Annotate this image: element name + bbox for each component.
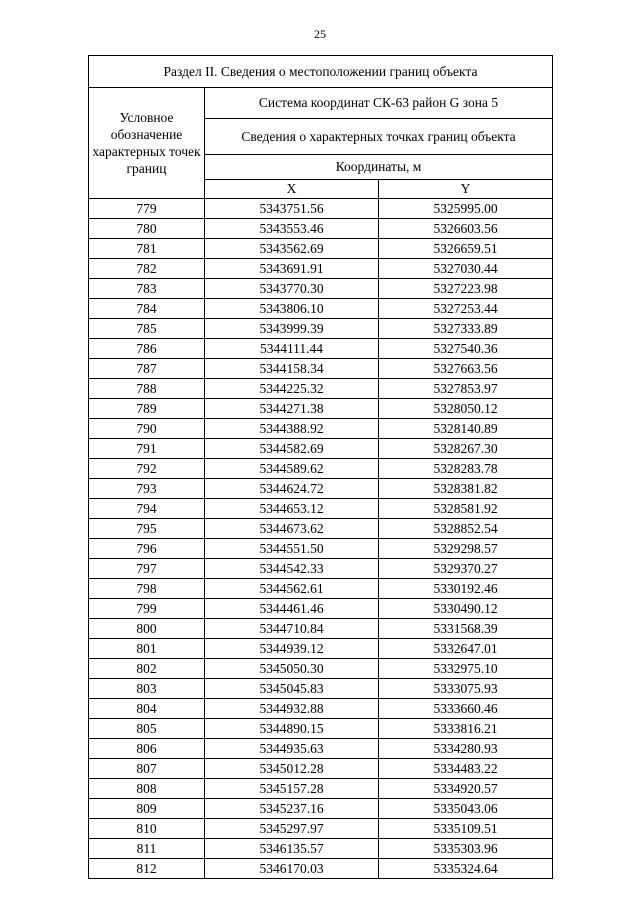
point-id-cell: 779 — [89, 199, 205, 219]
table-row — [89, 539, 553, 559]
x-coordinate-cell: 5343562.69 — [205, 239, 379, 259]
point-id-cell: 800 — [89, 619, 205, 639]
y-coordinate-cell: 5326659.51 — [379, 239, 553, 259]
x-coordinate-cell: 5343691.91 — [205, 259, 379, 279]
y-coordinate-cell: 5327853.97 — [379, 379, 553, 399]
x-coordinate-cell: 5344111.44 — [205, 339, 379, 359]
x-coordinate-cell: 5344551.50 — [205, 539, 379, 559]
x-coordinate-cell: 5344624.72 — [205, 479, 379, 499]
point-id-cell: 782 — [89, 259, 205, 279]
y-coordinate-cell: 5335043.06 — [379, 799, 553, 819]
point-id-cell: 781 — [89, 239, 205, 259]
table-row — [89, 499, 553, 519]
point-id-cell: 787 — [89, 359, 205, 379]
point-id-cell: 780 — [89, 219, 205, 239]
x-coordinate-cell: 5344932.88 — [205, 699, 379, 719]
table-row — [89, 439, 553, 459]
y-coordinate-cell: 5328283.78 — [379, 459, 553, 479]
point-id-cell: 803 — [89, 679, 205, 699]
table-row — [89, 599, 553, 619]
point-id-cell: 795 — [89, 519, 205, 539]
x-coordinate-cell: 5343553.46 — [205, 219, 379, 239]
x-coordinate-cell: 5344225.32 — [205, 379, 379, 399]
table-row — [89, 339, 553, 359]
x-coordinate-cell: 5343999.39 — [205, 319, 379, 339]
x-coordinate-cell: 5345157.28 — [205, 779, 379, 799]
y-coordinate-cell: 5334920.57 — [379, 779, 553, 799]
point-id-cell: 808 — [89, 779, 205, 799]
coordinates-header: Координаты, м — [205, 155, 553, 180]
table-row — [89, 839, 553, 859]
table-body — [89, 199, 553, 879]
x-coordinate-cell: 5344935.63 — [205, 739, 379, 759]
point-id-cell: 805 — [89, 719, 205, 739]
table-row — [89, 659, 553, 679]
y-coordinate-cell: 5328267.30 — [379, 439, 553, 459]
y-coordinate-cell: 5328381.82 — [379, 479, 553, 499]
y-coordinate-cell: 5332975.10 — [379, 659, 553, 679]
y-coordinate-cell: 5327540.36 — [379, 339, 553, 359]
y-coordinate-cell: 5327030.44 — [379, 259, 553, 279]
x-coordinate-cell: 5344461.46 — [205, 599, 379, 619]
point-id-cell: 790 — [89, 419, 205, 439]
boundary-points-header: Сведения о характерных точках границ объекта — [205, 119, 553, 155]
point-id-cell: 797 — [89, 559, 205, 579]
x-coordinate-cell: 5343751.56 — [205, 199, 379, 219]
x-coordinate-cell: 5344582.69 — [205, 439, 379, 459]
page-number: 25 — [314, 27, 326, 41]
point-id-cell: 811 — [89, 839, 205, 859]
table-row — [89, 419, 553, 439]
y-coordinate-cell: 5327333.89 — [379, 319, 553, 339]
table-row — [89, 559, 553, 579]
x-coordinate-cell: 5344710.84 — [205, 619, 379, 639]
point-id-cell: 794 — [89, 499, 205, 519]
y-coordinate-cell: 5329370.27 — [379, 559, 553, 579]
coordinate-system-header: Система координат СК-63 район G зона 5 — [205, 88, 553, 119]
x-coordinate-cell: 5344562.61 — [205, 579, 379, 599]
table-row — [89, 739, 553, 759]
point-id-cell: 802 — [89, 659, 205, 679]
table-row — [89, 759, 553, 779]
table-row — [89, 199, 553, 219]
y-coordinate-cell: 5327253.44 — [379, 299, 553, 319]
x-coordinate-cell: 5344158.34 — [205, 359, 379, 379]
table-row — [89, 479, 553, 499]
x-column-header: X — [205, 180, 379, 199]
y-coordinate-cell: 5328140.89 — [379, 419, 553, 439]
point-id-cell: 807 — [89, 759, 205, 779]
y-coordinate-cell: 5334483.22 — [379, 759, 553, 779]
y-coordinate-cell: 5326603.56 — [379, 219, 553, 239]
x-coordinate-cell: 5344939.12 — [205, 639, 379, 659]
table-row — [89, 699, 553, 719]
coordinates-table — [88, 55, 553, 879]
y-coordinate-cell: 5327663.56 — [379, 359, 553, 379]
table-row — [89, 259, 553, 279]
x-coordinate-cell: 5344589.62 — [205, 459, 379, 479]
table-row — [89, 639, 553, 659]
table-row — [89, 219, 553, 239]
table-row — [89, 379, 553, 399]
y-coordinate-cell: 5325995.00 — [379, 199, 553, 219]
y-column-header: Y — [379, 180, 553, 199]
table-row — [89, 399, 553, 419]
point-id-cell: 798 — [89, 579, 205, 599]
table-row — [89, 819, 553, 839]
legend-header: Условное обозначение характерных точек границ — [89, 88, 205, 199]
table-row — [89, 299, 553, 319]
y-coordinate-cell: 5333660.46 — [379, 699, 553, 719]
table-row — [89, 519, 553, 539]
table-row — [89, 319, 553, 339]
point-id-cell: 788 — [89, 379, 205, 399]
table-row — [89, 579, 553, 599]
y-coordinate-cell: 5333816.21 — [379, 719, 553, 739]
x-coordinate-cell: 5344271.38 — [205, 399, 379, 419]
point-id-cell: 810 — [89, 819, 205, 839]
x-coordinate-cell: 5343770.30 — [205, 279, 379, 299]
table-row — [89, 779, 553, 799]
x-coordinate-cell: 5344890.15 — [205, 719, 379, 739]
table-row — [89, 239, 553, 259]
y-coordinate-cell: 5331568.39 — [379, 619, 553, 639]
table-row — [89, 459, 553, 479]
x-coordinate-cell: 5345237.16 — [205, 799, 379, 819]
table-row — [89, 679, 553, 699]
point-id-cell: 784 — [89, 299, 205, 319]
x-coordinate-cell: 5346135.57 — [205, 839, 379, 859]
x-coordinate-cell: 5344653.12 — [205, 499, 379, 519]
table-row — [89, 859, 553, 879]
x-coordinate-cell: 5345045.83 — [205, 679, 379, 699]
point-id-cell: 783 — [89, 279, 205, 299]
y-coordinate-cell: 5327223.98 — [379, 279, 553, 299]
point-id-cell: 785 — [89, 319, 205, 339]
y-coordinate-cell: 5330192.46 — [379, 579, 553, 599]
x-coordinate-cell: 5344388.92 — [205, 419, 379, 439]
y-coordinate-cell: 5332647.01 — [379, 639, 553, 659]
y-coordinate-cell: 5328581.92 — [379, 499, 553, 519]
point-id-cell: 796 — [89, 539, 205, 559]
x-coordinate-cell: 5345050.30 — [205, 659, 379, 679]
point-id-cell: 792 — [89, 459, 205, 479]
point-id-cell: 786 — [89, 339, 205, 359]
x-coordinate-cell: 5344673.62 — [205, 519, 379, 539]
point-id-cell: 793 — [89, 479, 205, 499]
y-coordinate-cell: 5335109.51 — [379, 819, 553, 839]
point-id-cell: 804 — [89, 699, 205, 719]
point-id-cell: 812 — [89, 859, 205, 879]
y-coordinate-cell: 5335303.96 — [379, 839, 553, 859]
x-coordinate-cell: 5345012.28 — [205, 759, 379, 779]
y-coordinate-cell: 5334280.93 — [379, 739, 553, 759]
point-id-cell: 789 — [89, 399, 205, 419]
table-row — [89, 279, 553, 299]
x-coordinate-cell: 5344542.33 — [205, 559, 379, 579]
table-row — [89, 359, 553, 379]
point-id-cell: 809 — [89, 799, 205, 819]
y-coordinate-cell: 5329298.57 — [379, 539, 553, 559]
y-coordinate-cell: 5335324.64 — [379, 859, 553, 879]
y-coordinate-cell: 5333075.93 — [379, 679, 553, 699]
point-id-cell: 799 — [89, 599, 205, 619]
y-coordinate-cell: 5328050.12 — [379, 399, 553, 419]
point-id-cell: 806 — [89, 739, 205, 759]
section-title: Раздел II. Сведения о местоположении границ объекта — [89, 56, 553, 88]
table-row — [89, 719, 553, 739]
x-coordinate-cell: 5346170.03 — [205, 859, 379, 879]
table-row — [89, 619, 553, 639]
x-coordinate-cell: 5345297.97 — [205, 819, 379, 839]
y-coordinate-cell: 5330490.12 — [379, 599, 553, 619]
x-coordinate-cell: 5343806.10 — [205, 299, 379, 319]
point-id-cell: 791 — [89, 439, 205, 459]
point-id-cell: 801 — [89, 639, 205, 659]
y-coordinate-cell: 5328852.54 — [379, 519, 553, 539]
table-row — [89, 799, 553, 819]
